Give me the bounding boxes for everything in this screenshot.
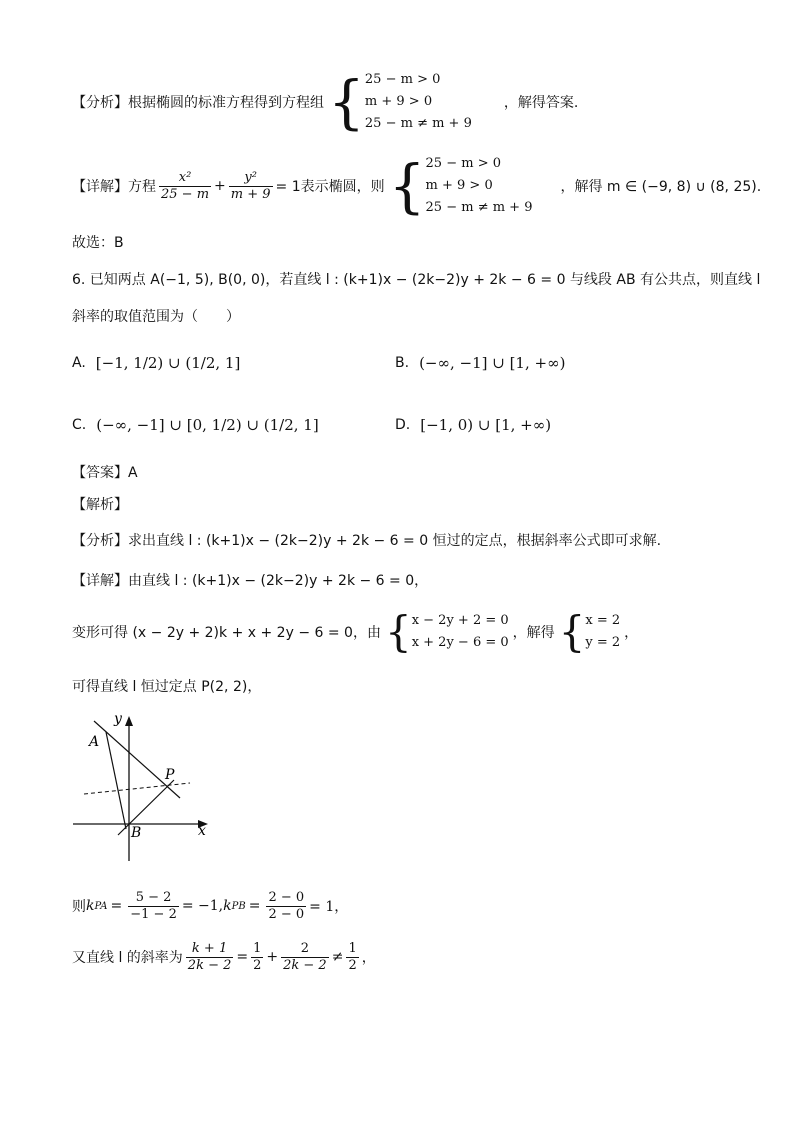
label-x: x bbox=[198, 823, 206, 839]
detail-line-1: 【详解】方程 $\frac{\text{x²}}{25 - m}$ + $\frac{\text{y²}}{m + 9}$ = 1表示椭圆，则 { 25 − m > 0 m + 9 > 0 25 − m ≠ m + 9 ，解得 m ∈ (−9, 8) ∪ (8, 25). bbox=[72, 152, 762, 220]
y-axis-arrow-icon bbox=[125, 716, 133, 726]
left-brace-icon: { bbox=[558, 607, 586, 656]
fraction: $\frac{5 - 2}{-1 - 2}$ bbox=[130, 889, 177, 922]
line-bp bbox=[118, 780, 174, 835]
analysis-line-2: 【分析】求出直线 l : (k+1)x − (2k−2)y + 2k − 6 = 0 恒过的定点，根据斜率公式即可求解. bbox=[72, 533, 662, 549]
system-row: 25 − m > 0 bbox=[364, 72, 441, 87]
left-brace-icon: { bbox=[388, 152, 426, 220]
label-b: B bbox=[131, 825, 142, 841]
transform-line: 变形可得 (x − 2y + 2)k + x + 2y − 6 = 0，由 { x − 2y + 2 = 0 x + 2y − 6 = 0 ，解得 { x = 2 y = 2 ， bbox=[72, 607, 639, 656]
slopes-line: 则 k PA = $\frac{5 - 2}{-1 - 2}$ = −1, k PB = $\frac{2 - 0}{2 - 0}$ = 1， bbox=[72, 889, 349, 922]
system-row: y = 2 bbox=[585, 635, 621, 650]
equation-system bbox=[384, 607, 509, 656]
option-b: B. (−∞, −1] ∪ [1, +∞) bbox=[395, 354, 566, 372]
system-row: x = 2 bbox=[585, 613, 621, 628]
analysis-prefix: 【分析】根据椭圆的标准方程得到方程组 bbox=[72, 95, 324, 111]
system-row: x + 2y − 6 = 0 bbox=[411, 635, 509, 650]
fraction: $\frac{1}{2}$ bbox=[348, 940, 357, 973]
detail-mid: = 1表示椭圆，则 bbox=[275, 179, 385, 195]
option-c: C. (−∞, −1] ∪ [0, 1/2) ∪ (1/2, 1] bbox=[72, 416, 319, 434]
system-row: 25 − m ≠ m + 9 bbox=[364, 116, 472, 131]
system-row: 25 − m > 0 bbox=[425, 156, 501, 171]
label-a: A bbox=[89, 734, 100, 750]
equation-system bbox=[558, 607, 621, 656]
coordinate-figure bbox=[70, 708, 220, 866]
system-row: m + 9 > 0 bbox=[364, 94, 433, 109]
fraction: $\frac{\text{x²}}{25 - m}$ bbox=[161, 169, 210, 202]
fraction: $\frac{2}{2k - 2}$ bbox=[283, 940, 327, 973]
option-a: A. [−1, 1/2) ∪ (1/2, 1] bbox=[72, 354, 241, 372]
option-b-text: (−∞, −1] ∪ [1, +∞) bbox=[419, 354, 566, 372]
option-d: D. [−1, 0) ∪ [1, +∞) bbox=[395, 416, 552, 434]
fraction: $\frac{2 - 0}{2 - 0}$ bbox=[268, 889, 305, 922]
label-p: P bbox=[165, 767, 175, 783]
detail-prefix: 【详解】方程 bbox=[72, 179, 156, 195]
system-row: 25 − m ≠ m + 9 bbox=[425, 200, 533, 215]
solution-heading: 【解析】 bbox=[72, 497, 128, 513]
left-brace-icon: { bbox=[328, 68, 365, 136]
option-a-text: [−1, 1/2) ∪ (1/2, 1] bbox=[95, 354, 241, 372]
left-brace-icon: { bbox=[384, 607, 412, 656]
system-row: m + 9 > 0 bbox=[425, 178, 493, 193]
question-6-line-1: 6. 已知两点 A(−1, 5), B(0, 0)，若直线 l : (k+1)x − (2k−2)y + 2k − 6 = 0 与线段 AB 有公共点，则直线 l bbox=[72, 272, 761, 288]
equation-system bbox=[389, 153, 533, 219]
fraction: $\frac{1}{2}$ bbox=[253, 940, 262, 973]
label-y: y bbox=[114, 711, 122, 727]
answer-line: 【答案】A bbox=[72, 465, 138, 481]
fixed-point-line: 可得直线 l 恒过定点 P(2, 2)， bbox=[72, 679, 262, 695]
question-6-line-2: 斜率的取值范围为（ ） bbox=[72, 309, 240, 325]
system-row: x − 2y + 2 = 0 bbox=[411, 613, 509, 628]
slope-l-line: 又直线 l 的斜率为 $\frac{k + 1}{2k - 2}$ = $\frac{1}{2}$ + $\frac{2}{2k - 2}$ ≠ $\frac{1}{2}$ ， bbox=[72, 940, 376, 973]
analysis-line-1 bbox=[72, 68, 578, 136]
option-c-text: (−∞, −1] ∪ [0, 1/2) ∪ (1/2, 1] bbox=[96, 416, 319, 434]
fraction: $\frac{\text{y²}}{m + 9}$ bbox=[230, 169, 271, 202]
analysis-suffix: ，解得答案. bbox=[503, 95, 579, 111]
detail-line-2: 【详解】由直线 l : (k+1)x − (2k−2)y + 2k − 6 = 0， bbox=[72, 573, 429, 589]
option-d-text: [−1, 0) ∪ [1, +∞) bbox=[420, 416, 552, 434]
fraction: $\frac{k + 1}{2k - 2}$ bbox=[187, 940, 232, 973]
detail-suffix: ，解得 m ∈ (−9, 8) ∪ (8, 25). bbox=[560, 179, 762, 195]
choice-line: 故选：B bbox=[72, 235, 124, 251]
equation-system bbox=[328, 69, 472, 135]
